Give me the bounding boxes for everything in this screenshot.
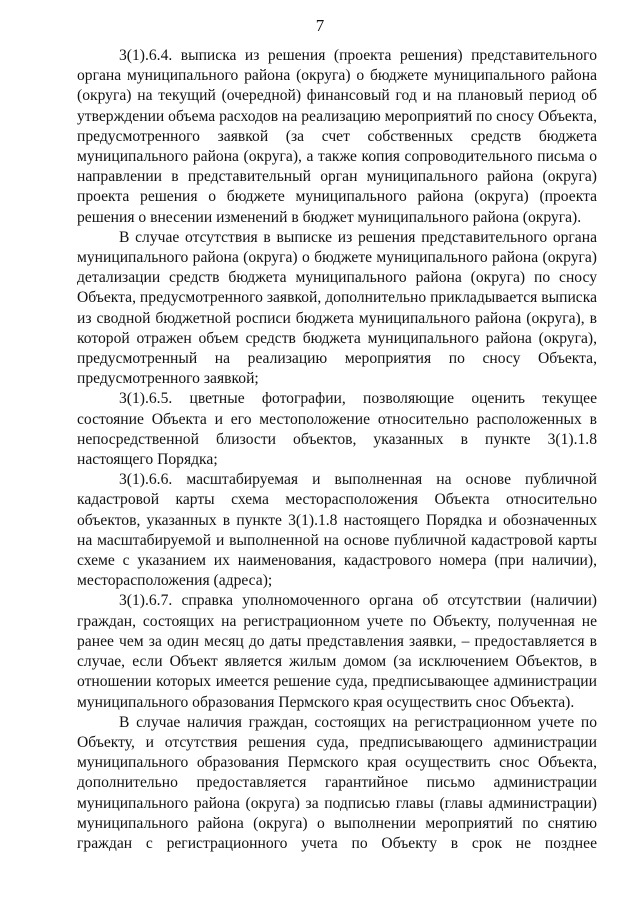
page-number: 7 bbox=[315, 16, 325, 35]
paragraph-3-1-6-6: 3(1).6.6. масштабируемая и выполненная на основе публичной кадастровой карты схема месторасположения Объекта относительно объектов, указанных в пункте 3(1).1.8 настоящего Порядка и обозначенных на масштабируемой и выполненной на основе публичной кадастровой карты схеме с указанием их наименования, кадастрового номера (при наличии), месторасположения (адреса); bbox=[77, 471, 597, 590]
paragraph-budget-detail: В случае отсутствия в выписке из решения представительного органа муниципального района (округа) о бюджете муниципального района (округа) детализации средств бюджета муниципального района (округа) по сносу Объекта, предусмотренного заявкой, дополнительно прикладывается выписка из сводной бюджетной росписи бюджета муниципального района (округа), в которой отражен объем средств бюджета муниципального района (округа), предусмотренный на реализацию мероприятия по сносу Объекта, предусмотренного заявкой; bbox=[77, 228, 597, 388]
paragraph-3-1-6-7: 3(1).6.7. справка уполномоченного органа об отсутствии (наличии) граждан, состоящих на регистрационном учете по Объекту, полученная не ранее чем за один месяц до даты представления заявки, – предоставляется в случае, если Объект является жилым домом (за исключением Объектов, в отношении которых имеется решение суда, предписывающее администрации муниципального образования Пермского края осуществить снос Объекта). bbox=[77, 592, 597, 711]
paragraph-3-1-6-4: 3(1).6.4. выписка из решения (проекта решения) представительного органа муниципального района (округа) о бюджете муниципального района (округа) на текущий (очередной) финансовый год и на плановый период об утверждении объема расходов на реализацию мероприятий по сносу Объекта, предусмотренного заявкой (за счет собственных средств бюджета муниципального района (округа), а также копия сопроводительного письма о направлении в представительный орган муниципального района (округа) проекта решения о бюджете муниципального района (округа) (проекта решения о внесении изменений в бюджет муниципального района (округа). bbox=[77, 47, 597, 226]
document-body bbox=[77, 46, 597, 854]
paragraph-3-1-6-5: 3(1).6.5. цветные фотографии, позволяющие оценить текущее состояние Объекта и его местоположение относительно расположенных в непосредственной близости объектов, указанных в пункте 3(1).1.8 настоящего Порядка; bbox=[77, 390, 597, 469]
paragraph-residents: В случае наличия граждан, состоящих на регистрационном учете по Объекту, и отсутствия решения суда, предписывающего администрации муниципального образования Пермского края осуществить снос Объекта, дополнительно предоставляется гарантийное письмо администрации муниципального района (округа) за подписью главы (главы администрации) муниципального района (округа) о выполнении мероприятий по снятию граждан с регистрационного учета по Объекту в срок не позднее bbox=[77, 713, 597, 852]
